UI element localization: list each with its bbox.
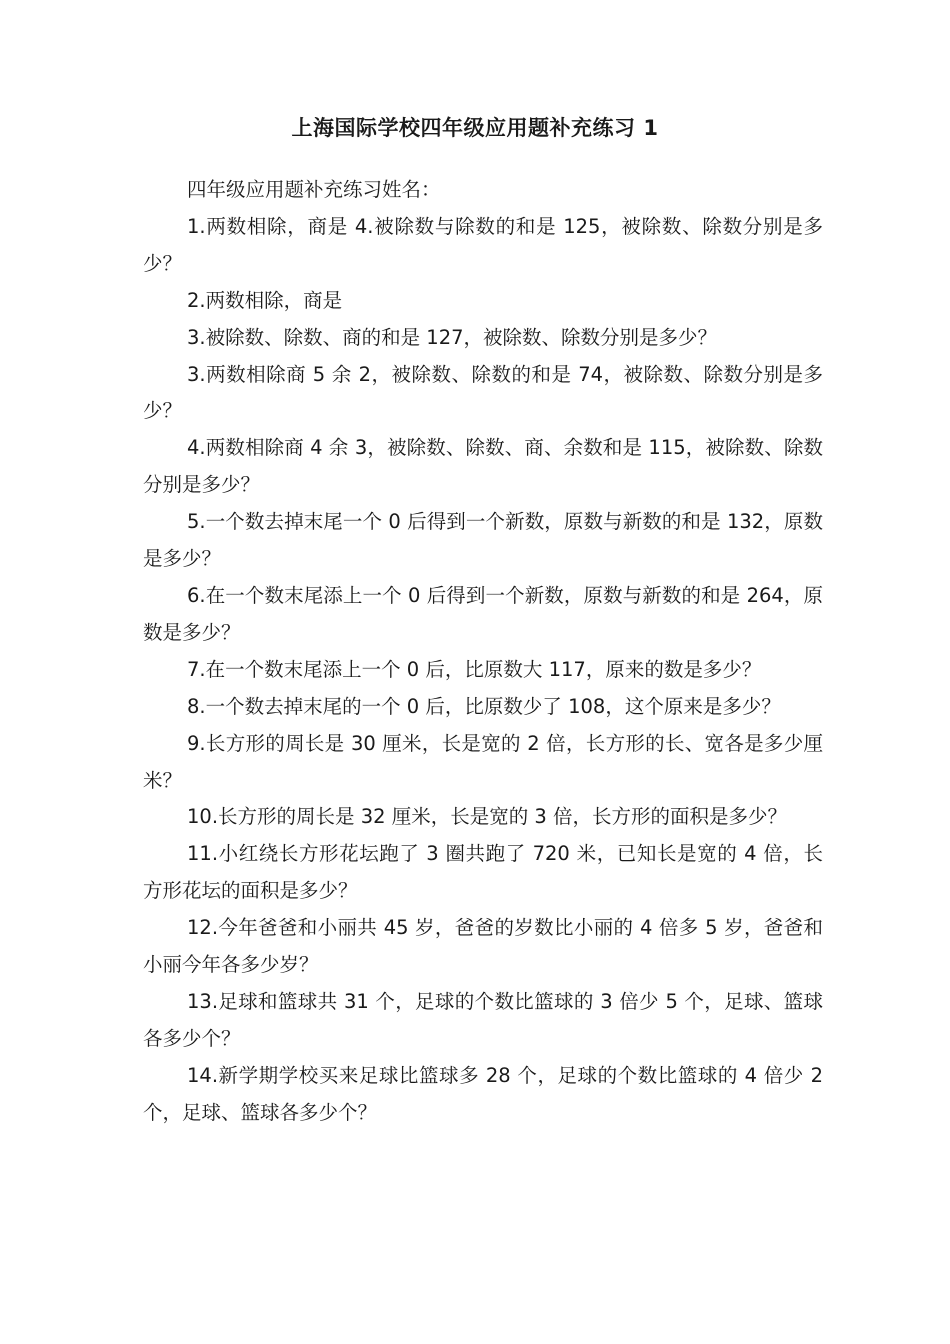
paragraph-name-line: 四年级应用题补充练习姓名： — [187, 178, 441, 201]
paragraph-question-11: 11.小红绕长方形花坛跑了 3 圈共跑了 720 米，已知长是宽的 4 倍，长方形花坛的面积是多少？ — [143, 842, 823, 903]
paragraph-question-9: 9.长方形的周长是 30 厘米，长是宽的 2 倍，长方形的长、宽各是多少厘米？ — [143, 731, 823, 792]
document-title: 上海国际学校四年级应用题补充练习 1 — [291, 116, 659, 140]
paragraph-question-3b: 3.两数相除商 5 余 2，被除数、除数的和是 74，被除数、除数分别是多少？ — [143, 362, 823, 423]
paragraph-question-7: 7.在一个数末尾添上一个 0 后，比原数大 117，原来的数是多少？ — [187, 657, 762, 681]
paragraph-question-5: 5.一个数去掉末尾一个 0 后得到一个新数，原数与新数的和是 132，原数是多少？ — [143, 510, 823, 571]
paragraph-question-10: 10.长方形的周长是 32 厘米，长是宽的 3 倍，长方形的面积是多少？ — [187, 805, 788, 829]
document-body — [143, 172, 823, 1132]
paragraph-question-12: 12.今年爸爸和小丽共 45 岁，爸爸的岁数比小丽的 4 倍多 5 岁，爸爸和小丽今年各多少岁？ — [143, 916, 823, 977]
paragraph-question-13: 13.足球和篮球共 31 个，足球的个数比篮球的 3 倍少 5 个，足球、篮球各多少个？ — [143, 989, 823, 1050]
paragraph-question-2: 2.两数相除，商是 — [187, 288, 343, 312]
paragraph-question-8: 8.一个数去掉末尾的一个 0 后，比原数少了 108，这个原来是多少？ — [187, 694, 781, 718]
paragraph-question-3a: 3.被除数、除数、商的和是 127，被除数、除数分别是多少？ — [187, 325, 718, 349]
paragraph-question-4: 4.两数相除商 4 余 3，被除数、除数、商、余数和是 115，被除数、除数分别是多少？ — [143, 436, 823, 497]
paragraph-question-6: 6.在一个数末尾添上一个 0 后得到一个新数，原数与新数的和是 264，原数是多少？ — [143, 583, 823, 644]
paragraph-question-14: 14.新学期学校买来足球比篮球多 28 个，足球的个数比篮球的 4 倍少 2 个，足球、篮球各多少个？ — [143, 1063, 823, 1124]
paragraph-question-1: 1.两数相除，商是 4.被除数与除数的和是 125，被除数、除数分别是多少？ — [143, 214, 823, 275]
